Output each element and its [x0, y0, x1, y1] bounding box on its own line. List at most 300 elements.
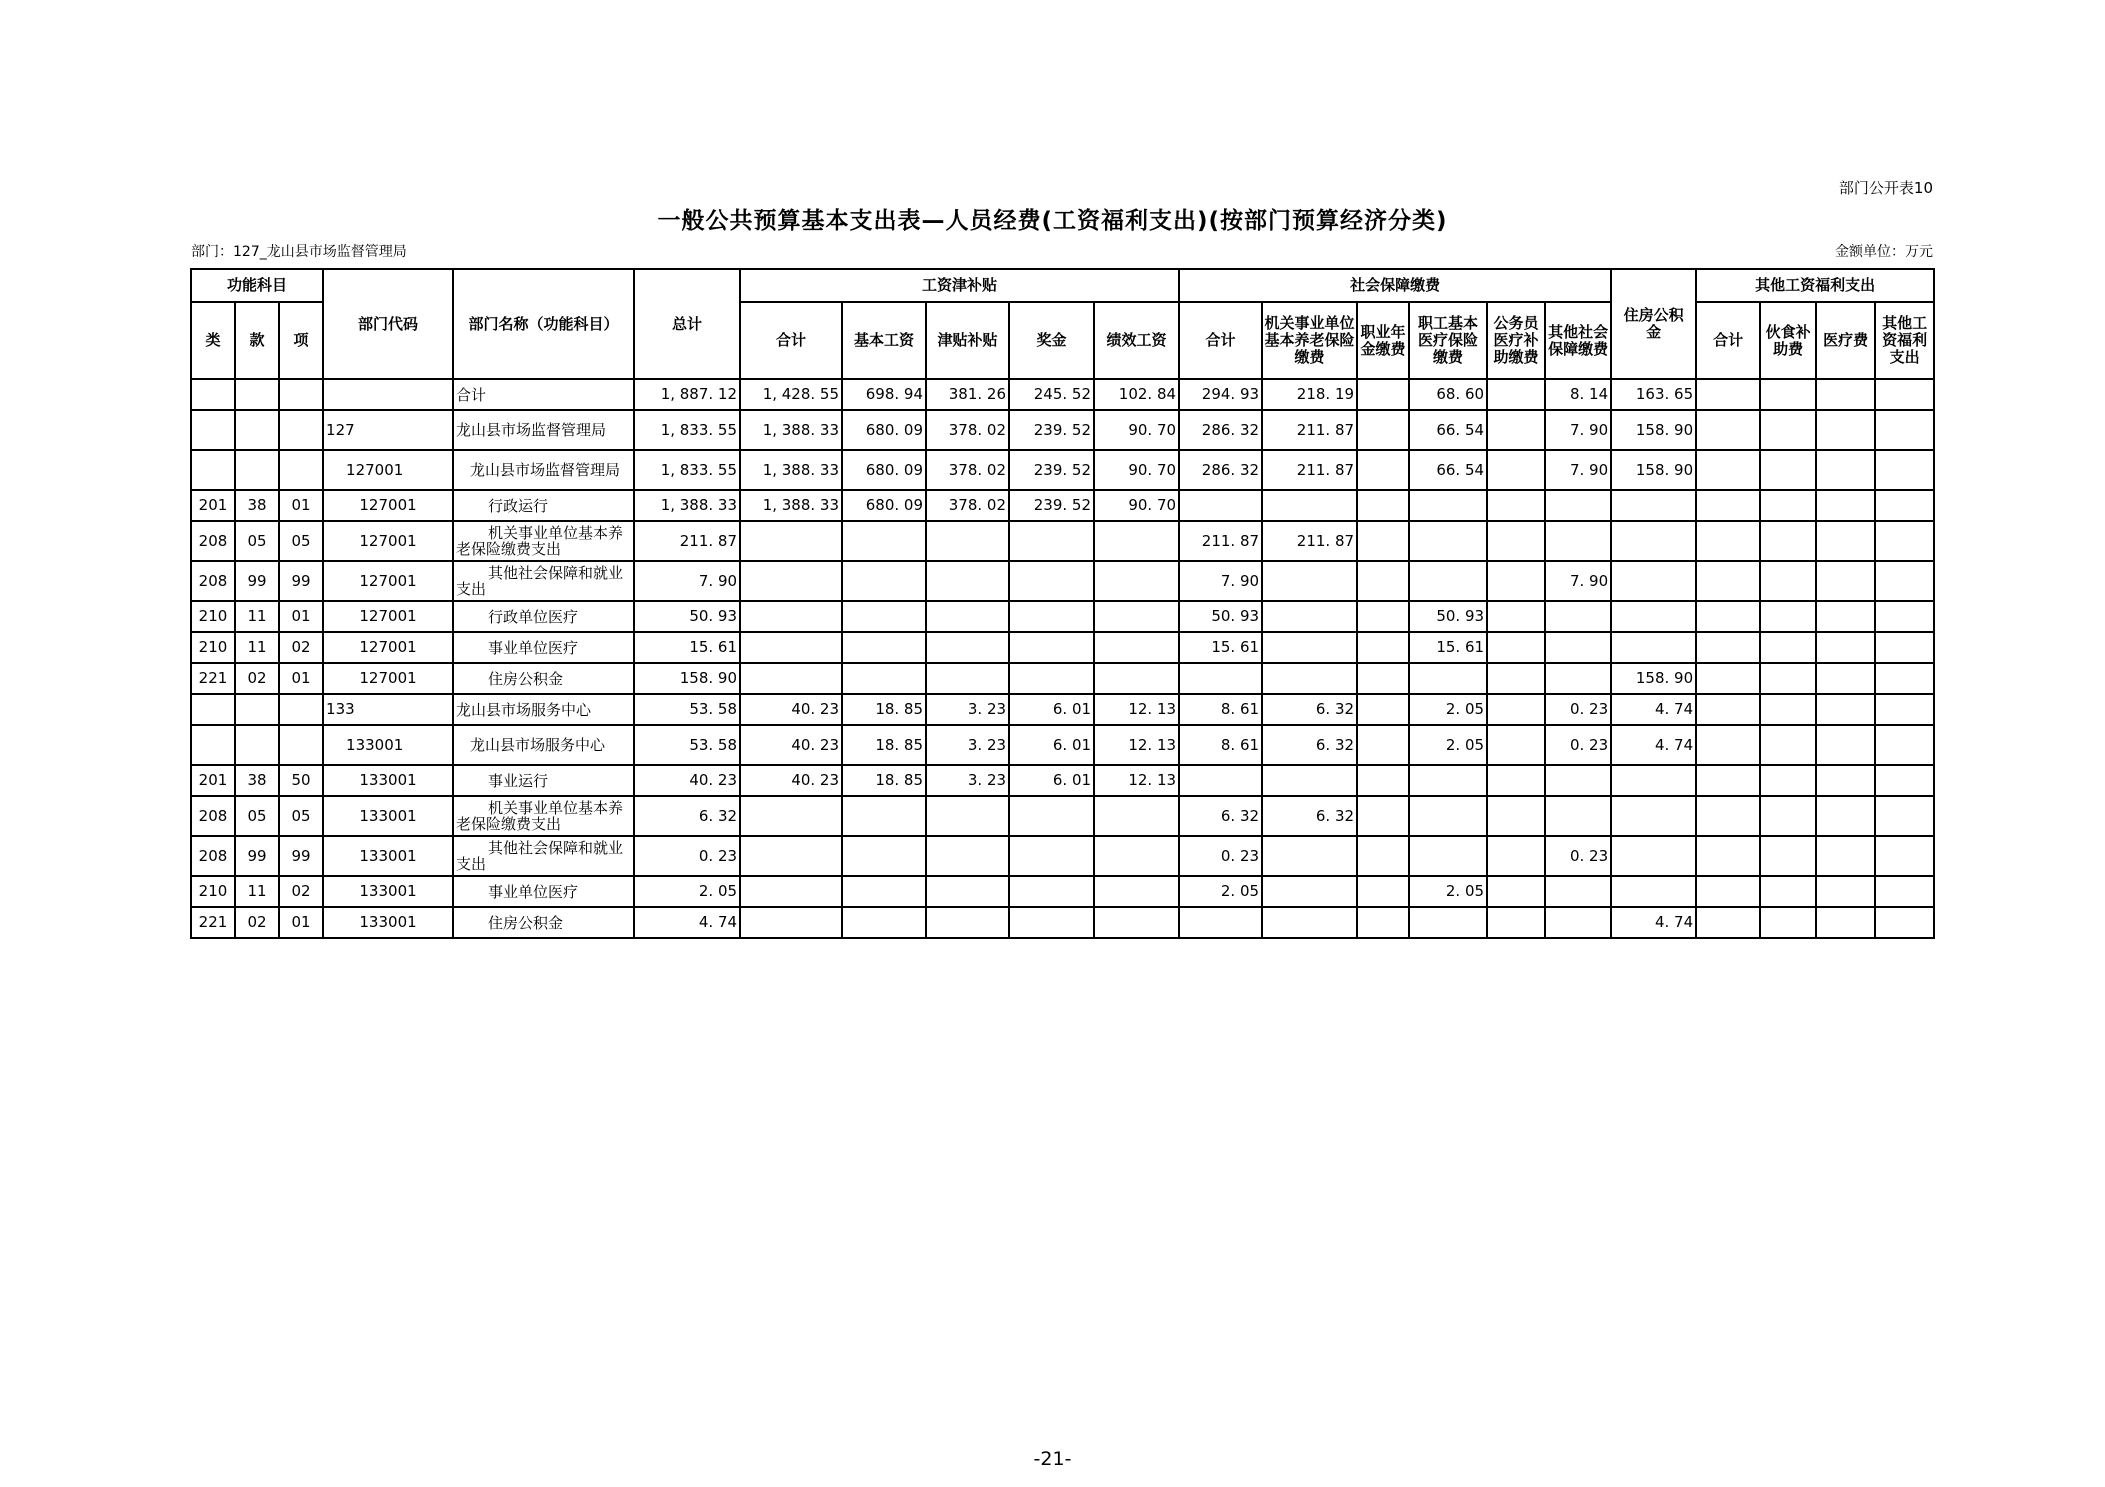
- cell-meal: [1760, 450, 1816, 490]
- header-lei: 类: [191, 302, 235, 379]
- cell-bonus: [1009, 907, 1094, 938]
- cell-medical-fee: [1816, 694, 1875, 725]
- cell-name: 事业运行: [453, 765, 634, 796]
- cell-civil-medical: [1487, 450, 1545, 490]
- cell-lei: 208: [191, 561, 235, 601]
- cell-name: 事业单位医疗: [453, 632, 634, 663]
- header-func-subject: 功能科目: [191, 269, 323, 302]
- cell-base-pay: 18. 85: [842, 765, 926, 796]
- cell-base-pay: [842, 561, 926, 601]
- cell-code: 133001: [323, 796, 453, 836]
- cell-base-pay: 18. 85: [842, 725, 926, 765]
- cell-social-total: 286. 32: [1179, 450, 1262, 490]
- cell-civil-medical: [1487, 694, 1545, 725]
- cell-pension: 211. 87: [1262, 450, 1357, 490]
- cell-xiang: 99: [279, 836, 323, 876]
- cell-xiang: [279, 725, 323, 765]
- cell-social-total: [1179, 490, 1262, 521]
- cell-other-social: 7. 90: [1545, 450, 1611, 490]
- cell-other-welfare: [1875, 450, 1934, 490]
- cell-xiang: 99: [279, 561, 323, 601]
- cell-code: [323, 379, 453, 410]
- cell-social-total: 211. 87: [1179, 521, 1262, 561]
- cell-salary-total: 40. 23: [740, 725, 842, 765]
- cell-lei: [191, 725, 235, 765]
- cell-kuan: [235, 450, 279, 490]
- cell-xiang: [279, 410, 323, 450]
- table-row: [191, 836, 1934, 876]
- cell-social-total: 8. 61: [1179, 725, 1262, 765]
- table-row: [191, 410, 1934, 450]
- header-medical-fee: 医疗费: [1816, 302, 1875, 379]
- cell-housing: 163. 65: [1611, 379, 1696, 410]
- cell-kuan: 99: [235, 836, 279, 876]
- cell-housing: [1611, 765, 1696, 796]
- cell-code: 133001: [323, 765, 453, 796]
- cell-bonus: 239. 52: [1009, 410, 1094, 450]
- cell-meal: [1760, 765, 1816, 796]
- cell-name: 住房公积金: [453, 907, 634, 938]
- cell-code: 127001: [323, 490, 453, 521]
- cell-salary-total: [740, 836, 842, 876]
- cell-other-total: [1696, 450, 1760, 490]
- header-kuan: 款: [235, 302, 279, 379]
- cell-base-pay: 680. 09: [842, 450, 926, 490]
- cell-other-welfare: [1875, 796, 1934, 836]
- cell-lei: 201: [191, 490, 235, 521]
- cell-medical: 15. 61: [1409, 632, 1487, 663]
- cell-pension: [1262, 876, 1357, 907]
- cell-medical: [1409, 490, 1487, 521]
- cell-kuan: [235, 379, 279, 410]
- cell-salary-total: [740, 561, 842, 601]
- header-meal: 伙食补助费: [1760, 302, 1816, 379]
- cell-xiang: 50: [279, 765, 323, 796]
- cell-total: 7. 90: [634, 561, 740, 601]
- cell-bonus: [1009, 601, 1094, 632]
- cell-name: 机关事业单位基本养老保险缴费支出: [453, 796, 634, 836]
- cell-other-welfare: [1875, 521, 1934, 561]
- cell-other-total: [1696, 561, 1760, 601]
- form-number: 部门公开表10: [1838, 179, 1933, 197]
- cell-meal: [1760, 632, 1816, 663]
- cell-name: 龙山县市场服务中心: [453, 694, 634, 725]
- cell-allowance: [926, 601, 1009, 632]
- cell-name: 其他社会保障和就业支出: [453, 561, 634, 601]
- table-row: [191, 601, 1934, 632]
- cell-other-welfare: [1875, 379, 1934, 410]
- cell-bonus: 6. 01: [1009, 694, 1094, 725]
- cell-medical: [1409, 521, 1487, 561]
- cell-other-total: [1696, 907, 1760, 938]
- cell-performance: 12. 13: [1094, 694, 1179, 725]
- cell-kuan: [235, 725, 279, 765]
- cell-allowance: [926, 876, 1009, 907]
- table-row: [191, 907, 1934, 938]
- cell-other-total: [1696, 601, 1760, 632]
- cell-allowance: [926, 836, 1009, 876]
- cell-bonus: [1009, 632, 1094, 663]
- cell-annuity: [1357, 561, 1409, 601]
- department-label: 部门：127_龙山县市场监督管理局: [191, 244, 407, 260]
- cell-salary-total: 1, 388. 33: [740, 490, 842, 521]
- cell-bonus: 6. 01: [1009, 765, 1094, 796]
- cell-civil-medical: [1487, 876, 1545, 907]
- cell-meal: [1760, 561, 1816, 601]
- cell-bonus: [1009, 876, 1094, 907]
- cell-other-total: [1696, 725, 1760, 765]
- cell-medical: [1409, 796, 1487, 836]
- cell-xiang: 05: [279, 796, 323, 836]
- cell-other-total: [1696, 410, 1760, 450]
- header-other-group: 其他工资福利支出: [1696, 269, 1934, 302]
- cell-name: 事业单位医疗: [453, 876, 634, 907]
- cell-medical: [1409, 836, 1487, 876]
- cell-meal: [1760, 694, 1816, 725]
- cell-base-pay: 680. 09: [842, 410, 926, 450]
- cell-kuan: 99: [235, 561, 279, 601]
- cell-meal: [1760, 521, 1816, 561]
- cell-kuan: 11: [235, 876, 279, 907]
- cell-salary-total: 1, 388. 33: [740, 450, 842, 490]
- cell-medical-fee: [1816, 601, 1875, 632]
- cell-xiang: 02: [279, 876, 323, 907]
- cell-kuan: 11: [235, 601, 279, 632]
- cell-annuity: [1357, 521, 1409, 561]
- cell-other-welfare: [1875, 632, 1934, 663]
- cell-meal: [1760, 490, 1816, 521]
- cell-salary-total: [740, 521, 842, 561]
- cell-housing: 4. 74: [1611, 694, 1696, 725]
- cell-other-social: [1545, 796, 1611, 836]
- cell-other-welfare: [1875, 907, 1934, 938]
- header-total: 总计: [634, 269, 740, 379]
- cell-performance: [1094, 907, 1179, 938]
- cell-performance: 90. 70: [1094, 410, 1179, 450]
- cell-lei: [191, 450, 235, 490]
- cell-name: 住房公积金: [453, 663, 634, 694]
- cell-other-social: 7. 90: [1545, 410, 1611, 450]
- cell-total: 15. 61: [634, 632, 740, 663]
- cell-code: 127001: [323, 561, 453, 601]
- cell-meal: [1760, 379, 1816, 410]
- cell-total: 40. 23: [634, 765, 740, 796]
- cell-other-social: [1545, 765, 1611, 796]
- cell-name: 龙山县市场服务中心: [453, 725, 634, 765]
- cell-allowance: [926, 632, 1009, 663]
- cell-other-total: [1696, 521, 1760, 561]
- cell-total: 0. 23: [634, 836, 740, 876]
- cell-housing: [1611, 490, 1696, 521]
- header-allowance: 津贴补贴: [926, 302, 1009, 379]
- cell-civil-medical: [1487, 836, 1545, 876]
- cell-xiang: 01: [279, 601, 323, 632]
- cell-performance: [1094, 521, 1179, 561]
- cell-bonus: [1009, 796, 1094, 836]
- cell-annuity: [1357, 490, 1409, 521]
- cell-code: 133001: [323, 907, 453, 938]
- cell-base-pay: 698. 94: [842, 379, 926, 410]
- cell-social-total: 15. 61: [1179, 632, 1262, 663]
- cell-pension: 211. 87: [1262, 521, 1357, 561]
- cell-pension: [1262, 765, 1357, 796]
- cell-xiang: 02: [279, 632, 323, 663]
- cell-salary-total: 40. 23: [740, 694, 842, 725]
- cell-base-pay: [842, 663, 926, 694]
- cell-meal: [1760, 876, 1816, 907]
- cell-medical-fee: [1816, 796, 1875, 836]
- cell-social-total: 294. 93: [1179, 379, 1262, 410]
- cell-annuity: [1357, 876, 1409, 907]
- cell-base-pay: 18. 85: [842, 694, 926, 725]
- cell-housing: [1611, 601, 1696, 632]
- cell-lei: 208: [191, 521, 235, 561]
- cell-bonus: [1009, 561, 1094, 601]
- cell-allowance: [926, 663, 1009, 694]
- cell-other-welfare: [1875, 694, 1934, 725]
- cell-salary-total: [740, 601, 842, 632]
- cell-lei: 208: [191, 796, 235, 836]
- cell-other-welfare: [1875, 601, 1934, 632]
- cell-lei: 221: [191, 663, 235, 694]
- cell-code: 127: [323, 410, 453, 450]
- cell-medical-fee: [1816, 379, 1875, 410]
- cell-allowance: 3. 23: [926, 694, 1009, 725]
- cell-other-total: [1696, 632, 1760, 663]
- header-housing: 住房公积金: [1611, 269, 1696, 379]
- header-other-welfare: 其他工资福利支出: [1875, 302, 1934, 379]
- cell-civil-medical: [1487, 796, 1545, 836]
- cell-salary-total: [740, 907, 842, 938]
- cell-housing: 158. 90: [1611, 410, 1696, 450]
- table-row: [191, 765, 1934, 796]
- cell-annuity: [1357, 410, 1409, 450]
- cell-xiang: 01: [279, 490, 323, 521]
- cell-medical-fee: [1816, 725, 1875, 765]
- cell-kuan: [235, 410, 279, 450]
- cell-name: 其他社会保障和就业支出: [453, 836, 634, 876]
- cell-medical-fee: [1816, 836, 1875, 876]
- cell-annuity: [1357, 796, 1409, 836]
- cell-social-total: [1179, 907, 1262, 938]
- table-row: [191, 694, 1934, 725]
- page-title: 一般公共预算基本支出表—人员经费(工资福利支出)(按部门预算经济分类): [657, 208, 1448, 234]
- cell-other-welfare: [1875, 836, 1934, 876]
- cell-other-welfare: [1875, 876, 1934, 907]
- cell-annuity: [1357, 694, 1409, 725]
- cell-annuity: [1357, 379, 1409, 410]
- cell-pension: [1262, 632, 1357, 663]
- cell-xiang: 05: [279, 521, 323, 561]
- cell-civil-medical: [1487, 521, 1545, 561]
- cell-pension: [1262, 490, 1357, 521]
- cell-other-total: [1696, 490, 1760, 521]
- cell-other-welfare: [1875, 490, 1934, 521]
- cell-medical: [1409, 765, 1487, 796]
- cell-housing: [1611, 561, 1696, 601]
- cell-other-total: [1696, 796, 1760, 836]
- cell-pension: 6. 32: [1262, 694, 1357, 725]
- cell-other-total: [1696, 765, 1760, 796]
- cell-medical: 68. 60: [1409, 379, 1487, 410]
- cell-medical-fee: [1816, 632, 1875, 663]
- cell-base-pay: [842, 521, 926, 561]
- cell-social-total: [1179, 765, 1262, 796]
- header-social-total: 合计: [1179, 302, 1262, 379]
- cell-allowance: [926, 796, 1009, 836]
- cell-civil-medical: [1487, 907, 1545, 938]
- cell-allowance: 378. 02: [926, 410, 1009, 450]
- cell-bonus: 245. 52: [1009, 379, 1094, 410]
- cell-social-total: 7. 90: [1179, 561, 1262, 601]
- cell-code: 127001: [323, 632, 453, 663]
- cell-civil-medical: [1487, 490, 1545, 521]
- cell-other-social: 7. 90: [1545, 561, 1611, 601]
- cell-total: 1, 887. 12: [634, 379, 740, 410]
- cell-lei: [191, 694, 235, 725]
- cell-pension: [1262, 836, 1357, 876]
- cell-total: 50. 93: [634, 601, 740, 632]
- header-salary-total: 合计: [740, 302, 842, 379]
- header-civil-medical: 公务员医疗补助缴费: [1487, 302, 1545, 379]
- table-row: [191, 490, 1934, 521]
- cell-performance: 90. 70: [1094, 490, 1179, 521]
- cell-other-social: 0. 23: [1545, 836, 1611, 876]
- cell-other-total: [1696, 876, 1760, 907]
- cell-medical-fee: [1816, 521, 1875, 561]
- cell-bonus: [1009, 521, 1094, 561]
- cell-bonus: [1009, 663, 1094, 694]
- cell-meal: [1760, 836, 1816, 876]
- cell-salary-total: [740, 796, 842, 836]
- cell-medical: [1409, 907, 1487, 938]
- cell-housing: [1611, 632, 1696, 663]
- cell-social-total: 286. 32: [1179, 410, 1262, 450]
- cell-total: 1, 833. 55: [634, 450, 740, 490]
- cell-annuity: [1357, 632, 1409, 663]
- table-row: [191, 632, 1934, 663]
- table-row: [191, 663, 1934, 694]
- cell-allowance: 3. 23: [926, 725, 1009, 765]
- cell-lei: 201: [191, 765, 235, 796]
- cell-salary-total: [740, 876, 842, 907]
- cell-performance: [1094, 796, 1179, 836]
- cell-other-social: 0. 23: [1545, 725, 1611, 765]
- cell-allowance: [926, 521, 1009, 561]
- cell-name: 行政运行: [453, 490, 634, 521]
- cell-code: 127001: [323, 450, 453, 490]
- cell-civil-medical: [1487, 632, 1545, 663]
- cell-medical: [1409, 561, 1487, 601]
- table-row: [191, 450, 1934, 490]
- cell-base-pay: [842, 836, 926, 876]
- cell-code: 133001: [323, 876, 453, 907]
- cell-other-social: 0. 23: [1545, 694, 1611, 725]
- header-salary-group: 工资津补贴: [740, 269, 1179, 302]
- cell-kuan: 38: [235, 490, 279, 521]
- cell-other-welfare: [1875, 765, 1934, 796]
- cell-annuity: [1357, 907, 1409, 938]
- cell-medical: 2. 05: [1409, 725, 1487, 765]
- cell-meal: [1760, 725, 1816, 765]
- cell-code: 127001: [323, 601, 453, 632]
- cell-housing: [1611, 876, 1696, 907]
- cell-meal: [1760, 410, 1816, 450]
- cell-kuan: 05: [235, 796, 279, 836]
- cell-civil-medical: [1487, 410, 1545, 450]
- cell-other-welfare: [1875, 410, 1934, 450]
- cell-civil-medical: [1487, 765, 1545, 796]
- header-dept-name: 部门名称（功能科目）: [453, 269, 634, 379]
- cell-lei: 208: [191, 836, 235, 876]
- cell-meal: [1760, 796, 1816, 836]
- cell-salary-total: [740, 632, 842, 663]
- cell-pension: [1262, 907, 1357, 938]
- cell-other-social: [1545, 907, 1611, 938]
- cell-total: 1, 833. 55: [634, 410, 740, 450]
- cell-medical-fee: [1816, 490, 1875, 521]
- cell-bonus: [1009, 836, 1094, 876]
- cell-lei: 210: [191, 876, 235, 907]
- cell-annuity: [1357, 450, 1409, 490]
- cell-annuity: [1357, 765, 1409, 796]
- unit-label: 金额单位：万元: [1835, 244, 1933, 260]
- cell-total: 4. 74: [634, 907, 740, 938]
- cell-housing: [1611, 836, 1696, 876]
- cell-salary-total: [740, 663, 842, 694]
- cell-civil-medical: [1487, 561, 1545, 601]
- cell-kuan: 38: [235, 765, 279, 796]
- cell-code: 127001: [323, 521, 453, 561]
- cell-other-social: [1545, 876, 1611, 907]
- cell-name: 龙山县市场监督管理局: [453, 410, 634, 450]
- cell-kuan: 11: [235, 632, 279, 663]
- cell-base-pay: [842, 907, 926, 938]
- cell-performance: 102. 84: [1094, 379, 1179, 410]
- cell-name: 龙山县市场监督管理局: [453, 450, 634, 490]
- cell-name: 机关事业单位基本养老保险缴费支出: [453, 521, 634, 561]
- cell-xiang: 01: [279, 663, 323, 694]
- table-row: [191, 796, 1934, 836]
- cell-other-welfare: [1875, 561, 1934, 601]
- header-bonus: 奖金: [1009, 302, 1094, 379]
- cell-meal: [1760, 907, 1816, 938]
- cell-kuan: 02: [235, 907, 279, 938]
- cell-social-total: 2. 05: [1179, 876, 1262, 907]
- cell-lei: [191, 379, 235, 410]
- cell-housing: [1611, 521, 1696, 561]
- cell-total: 158. 90: [634, 663, 740, 694]
- cell-pension: [1262, 663, 1357, 694]
- cell-allowance: 378. 02: [926, 450, 1009, 490]
- cell-base-pay: [842, 601, 926, 632]
- cell-housing: 4. 74: [1611, 725, 1696, 765]
- cell-social-total: [1179, 663, 1262, 694]
- cell-performance: [1094, 601, 1179, 632]
- cell-lei: 221: [191, 907, 235, 938]
- cell-other-social: [1545, 663, 1611, 694]
- cell-medical-fee: [1816, 876, 1875, 907]
- cell-performance: [1094, 876, 1179, 907]
- header-pension: 机关事业单位基本养老保险缴费: [1262, 302, 1357, 379]
- cell-housing: [1611, 796, 1696, 836]
- cell-other-welfare: [1875, 663, 1934, 694]
- header-social-group: 社会保障缴费: [1179, 269, 1611, 302]
- cell-pension: 6. 32: [1262, 796, 1357, 836]
- cell-code: 133001: [323, 725, 453, 765]
- cell-medical-fee: [1816, 410, 1875, 450]
- cell-kuan: 02: [235, 663, 279, 694]
